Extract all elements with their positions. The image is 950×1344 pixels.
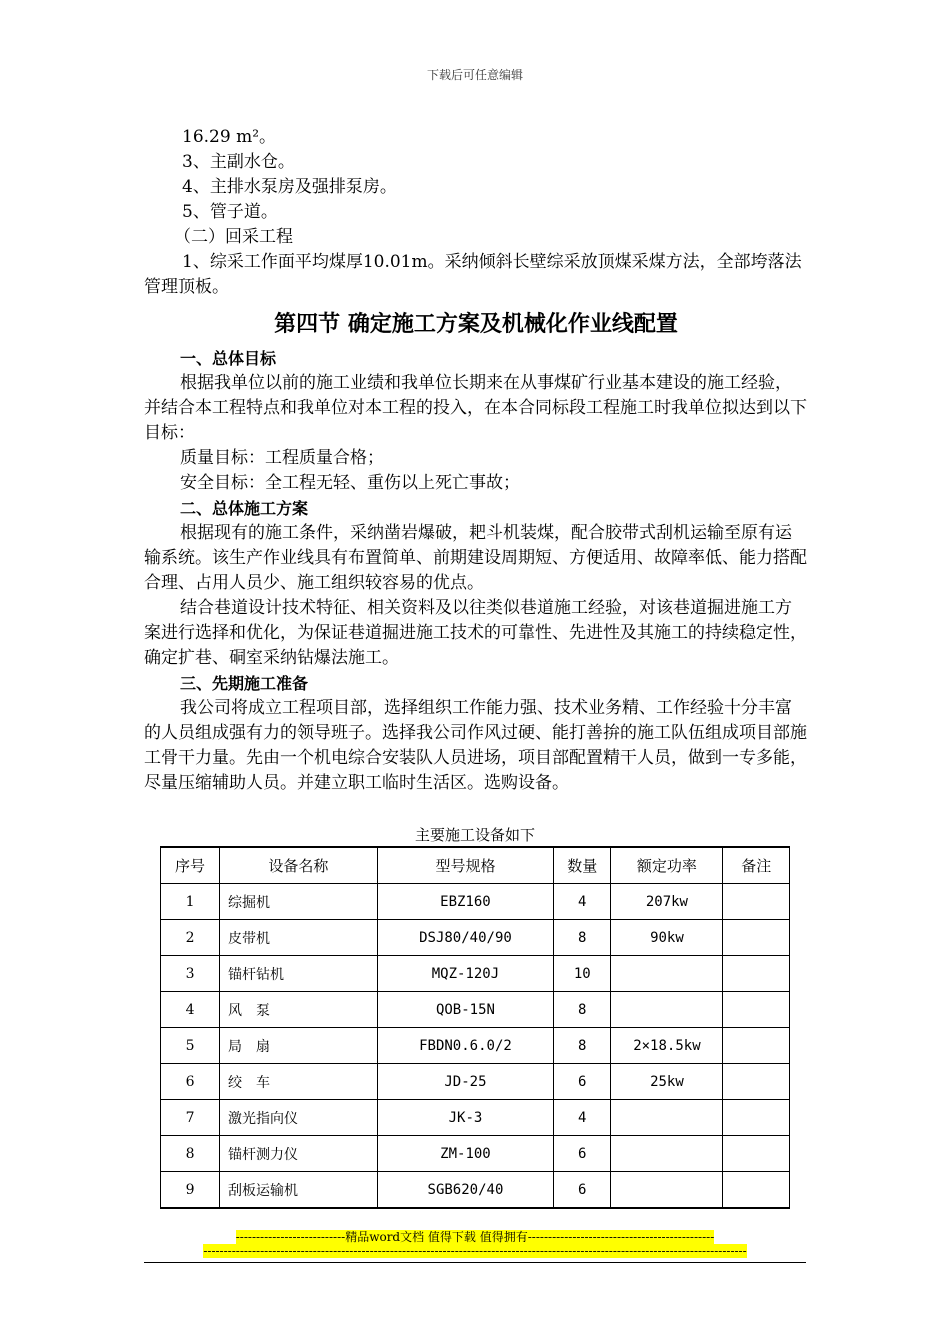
footer-rule (144, 1262, 806, 1263)
table-cell: ZM-100 (377, 1136, 553, 1172)
intro-line: 4、主排水泵房及强排泵房。 (182, 177, 397, 197)
table-cell: 3 (161, 956, 220, 992)
table-header-row (161, 847, 790, 884)
table-cell: 综掘机 (220, 884, 378, 920)
table-cell (611, 1100, 723, 1136)
document-body (144, 125, 808, 796)
header-cell: 备注 (723, 847, 790, 884)
table-cell: FBDN0.6.0/2 (377, 1028, 553, 1064)
equipment-table (160, 846, 790, 1209)
table-cell (723, 1100, 790, 1136)
table-cell: 10 (554, 956, 611, 992)
table-cell (611, 956, 723, 992)
subheading-goal: 一、总体目标 (180, 349, 277, 368)
footer-banner-2 (0, 1244, 950, 1258)
table-row (161, 1100, 790, 1136)
table-cell (723, 1172, 790, 1209)
table-cell: 9 (161, 1172, 220, 1209)
intro-line: 16.29 m²。 (182, 127, 277, 147)
table-row (161, 920, 790, 956)
table-cell (723, 956, 790, 992)
table-cell: 7 (161, 1100, 220, 1136)
table-cell: SGB620/40 (377, 1172, 553, 1209)
table-cell: JK-3 (377, 1100, 553, 1136)
header-cell: 设备名称 (220, 847, 378, 884)
intro-line: 5、管子道。 (182, 202, 278, 222)
subheading-plan: 二、总体施工方案 (180, 499, 309, 518)
table-cell (611, 1172, 723, 1209)
table-cell: 2×18.5kw (611, 1028, 723, 1064)
footer-line-2: -------------------------------------------------------------------------------------------------------------------------------------- (203, 1244, 747, 1258)
table-cell (611, 1136, 723, 1172)
table-cell: DSJ80/40/90 (377, 920, 553, 956)
header-cell: 数量 (554, 847, 611, 884)
table-cell: 锚杆测力仪 (220, 1136, 378, 1172)
intro-line: 1、综采工作面平均煤厚10.01m。采纳倾斜长壁综采放顶煤采煤方法，全部垮落法管理顶板。 (144, 252, 802, 297)
header-cell: 序号 (161, 847, 220, 884)
paragraph: 我公司将成立工程项目部，选择组织工作能力强、技术业务精、工作经验十分丰富的人员组成强有力的领导班子。选择我公司作风过硬、能打善拚的施工队伍组成项目部施工骨干力量。先由一个机电综合安装队人员进场，项目部配置精干人员，做到一专多能，尽量压缩辅助人员。并建立职工临时生活区。选购设备。 (144, 698, 807, 793)
table-cell: 锚杆钻机 (220, 956, 378, 992)
table-cell (611, 992, 723, 1028)
table-row (161, 1172, 790, 1209)
header-cell: 额定功率 (611, 847, 723, 884)
table-cell: 207kw (611, 884, 723, 920)
paragraph: 根据现有的施工条件，采纳凿岩爆破，耙斗机装煤，配合胶带式刮机运输至原有运输系统。该生产作业线具有布置简单、前期建设周期短、方便适用、故障率低、能力搭配合理、占用人员少、施工组织较容易的优点。 (144, 523, 807, 593)
table-cell: 2 (161, 920, 220, 956)
table-cell: JD-25 (377, 1064, 553, 1100)
table-cell: 刮板运输机 (220, 1172, 378, 1209)
table-cell: 8 (554, 920, 611, 956)
footer-line-1: ---------------------------精品word文档 值得下载 值得拥有---------------------------------------------- (235, 1230, 715, 1244)
table-cell: 激光指向仪 (220, 1100, 378, 1136)
paragraph: 结合巷道设计技术特征、相关资料及以往类似巷道施工经验，对该巷道掘进施工方案进行选择和优化，为保证巷道掘进施工技术的可靠性、先进性及其施工的持续稳定性，确定扩巷、硐室采纳钻爆法施工。 (144, 598, 807, 668)
section-title: 第四节 确定施工方案及机械化作业线配置 (274, 312, 678, 337)
table-cell: 8 (161, 1136, 220, 1172)
table-cell: MQZ-120J (377, 956, 553, 992)
table-cell: 绞 车 (220, 1064, 378, 1100)
paragraph: 根据我单位以前的施工业绩和我单位长期来在从事煤矿行业基本建设的施工经验，并结合本工程特点和我单位对本工程的投入，在本合同标段工程施工时我单位拟达到以下目标： (144, 373, 807, 443)
table-cell: 8 (554, 1028, 611, 1064)
paragraph: 安全目标：全工程无轻、重伤以上死亡事故； (180, 473, 520, 493)
table-row (161, 1136, 790, 1172)
table-cell (723, 1064, 790, 1100)
table-cell (723, 920, 790, 956)
table-cell: 4 (554, 1100, 611, 1136)
table-cell: 风 泵 (220, 992, 378, 1028)
table-caption: 主要施工设备如下 (414, 826, 535, 844)
table-cell: 4 (554, 884, 611, 920)
table-row (161, 956, 790, 992)
paragraph: 质量目标：工程质量合格； (180, 448, 384, 468)
table-row (161, 884, 790, 920)
table-cell (723, 1028, 790, 1064)
table-cell (723, 884, 790, 920)
table-cell: EBZ160 (377, 884, 553, 920)
table-cell: 6 (554, 1064, 611, 1100)
footer-banner (0, 1228, 950, 1245)
table-cell: 25kw (611, 1064, 723, 1100)
table-row (161, 992, 790, 1028)
header-note: 下载后可任意编辑 (426, 68, 523, 82)
intro-line: （二）回采工程 (174, 227, 293, 247)
table-cell: QOB-15N (377, 992, 553, 1028)
intro-line: 3、主副水仓。 (182, 152, 295, 172)
table-row (161, 1064, 790, 1100)
table-cell (723, 992, 790, 1028)
table-cell: 6 (554, 1172, 611, 1209)
header-cell: 型号规格 (377, 847, 553, 884)
table-cell: 90kw (611, 920, 723, 956)
table-cell: 5 (161, 1028, 220, 1064)
table-cell: 局 扇 (220, 1028, 378, 1064)
table-cell: 皮带机 (220, 920, 378, 956)
table-cell: 6 (554, 1136, 611, 1172)
table-cell: 1 (161, 884, 220, 920)
table-cell (723, 1136, 790, 1172)
table-row (161, 1028, 790, 1064)
table-cell: 6 (161, 1064, 220, 1100)
table-cell: 4 (161, 992, 220, 1028)
subheading-prep: 三、先期施工准备 (180, 674, 309, 693)
table-cell: 8 (554, 992, 611, 1028)
